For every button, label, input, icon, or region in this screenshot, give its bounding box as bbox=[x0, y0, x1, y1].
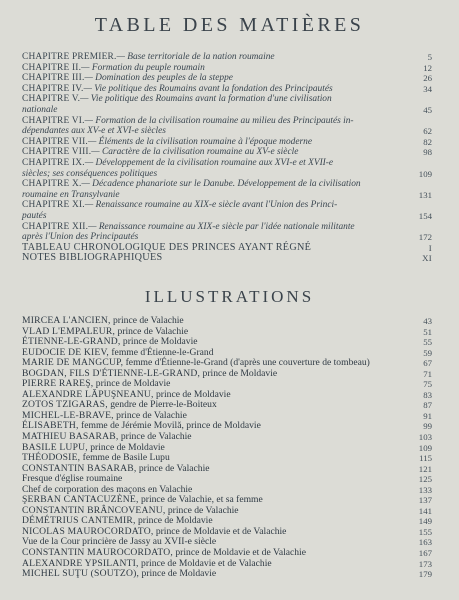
illustration-name: ALEXANDRE LĂPUŞNEANU, bbox=[22, 388, 154, 400]
toc-entry bbox=[22, 222, 432, 243]
toc-entry-text bbox=[22, 52, 432, 63]
page-number: 43 bbox=[423, 316, 432, 326]
illustration-description: prince de Moldavie bbox=[139, 568, 217, 580]
page-number: 155 bbox=[418, 526, 432, 537]
page-number: 82 bbox=[423, 136, 432, 147]
toc-entry-text bbox=[22, 253, 432, 264]
illustration-name: VLAD L'EMPALEUR, bbox=[22, 325, 116, 337]
toc-entry bbox=[22, 137, 432, 148]
page-number: XI bbox=[422, 253, 432, 264]
toc-entry bbox=[22, 84, 432, 95]
illustration-description: prince de Valachie bbox=[165, 504, 239, 516]
chapter-title: — Formation du peuple roumain bbox=[81, 62, 205, 73]
chapter-title: — Vie politique des Roumains avant la formation d'une civilisation bbox=[80, 94, 332, 105]
illustration-description: prince de Valachie bbox=[118, 431, 192, 443]
illustration-description: prince de Moldavie et de Valachie bbox=[138, 557, 272, 569]
page-number: 109 bbox=[418, 442, 432, 453]
chapter-title: — Vie politique des Roumains avant la fondation des Principautés bbox=[83, 83, 333, 94]
chapter-number: CHAPITRE PREMIER. bbox=[22, 52, 117, 62]
section-title: TABLEAU CHRONOLOGIQUE DES PRINCES AYANT RÉGNÉ bbox=[22, 241, 312, 253]
illustration-description: Vue de la Cour princière de Jassy au XVII-e siècle bbox=[22, 536, 217, 548]
page-number: 51 bbox=[423, 326, 432, 337]
illustration-description: femme d'Étienne-le-Grand bbox=[108, 346, 214, 358]
illustration-name: ZOTOS TZIGARAS, bbox=[22, 399, 108, 411]
page-number: 109 bbox=[418, 168, 432, 179]
page-number: 173 bbox=[418, 558, 432, 569]
illustration-name: MATHIEU BASARAB, bbox=[22, 431, 119, 443]
page-number: 75 bbox=[423, 379, 432, 390]
toc-entry bbox=[22, 116, 432, 137]
illustration-description: prince de Valachie, et sa femme bbox=[138, 494, 263, 506]
page-number: 172 bbox=[418, 232, 432, 243]
page-number: 91 bbox=[423, 410, 432, 421]
toc-entry bbox=[22, 73, 432, 84]
toc-entry bbox=[22, 179, 432, 200]
toc-entry bbox=[22, 200, 432, 221]
page-number: 67 bbox=[423, 358, 432, 369]
chapter-title-continued: siècles; ses conséquences politiques bbox=[22, 168, 158, 179]
page-number: 83 bbox=[423, 389, 432, 400]
toc-entry-text bbox=[22, 94, 432, 115]
illustration-name: MARIE DE MANGCUP, bbox=[22, 357, 124, 369]
illustration-name: BOGDAN, FILS D'ÉTIENNE-LE-GRAND, bbox=[22, 367, 201, 379]
page-number: 179 bbox=[418, 569, 432, 580]
chapter-number: CHAPITRE VII. bbox=[22, 136, 88, 147]
page-number: 131 bbox=[418, 189, 432, 200]
illustration-name: CONSTANTIN MAUROCORDATO, bbox=[22, 547, 173, 559]
illustration-description: femme d'Étienne-le-Grand (d'après une couverture de tombeau) bbox=[123, 357, 370, 369]
illustration-name: MICHEL-LE-BRAVE, bbox=[22, 409, 114, 421]
toc-entry-text bbox=[22, 158, 432, 179]
page-number: 98 bbox=[423, 147, 432, 158]
illustration-name: ÉTIENNE-LE-GRAND, bbox=[22, 336, 121, 348]
chapter-number: CHAPITRE II. bbox=[22, 62, 82, 73]
illustration-name: MIRCEA L'ANCIEN, bbox=[22, 315, 111, 326]
toc-entry-text bbox=[22, 200, 432, 221]
chapter-title-continued: dépendantes aux XV-e et XVI-e siècles bbox=[22, 126, 166, 137]
chapter-title-continued: pautés bbox=[22, 210, 47, 221]
illustration-description: prince de Moldavie bbox=[153, 388, 231, 400]
toc-entry bbox=[22, 52, 432, 63]
chapter-title: — Décadence phanariote sur le Danube. Développement de la civilisation bbox=[81, 179, 361, 190]
chapter-title: — Renaissance roumaine au XIX-e siècle avant l'Union des Princi- bbox=[84, 200, 338, 211]
page-number: 167 bbox=[418, 548, 432, 559]
page-number: 115 bbox=[419, 453, 432, 464]
illustration-description: prince de Valachie bbox=[113, 409, 187, 421]
chapter-number: CHAPITRE IV. bbox=[22, 83, 84, 94]
illustration-description: femme de Basile Lupu bbox=[80, 452, 170, 464]
page-number: I bbox=[428, 242, 432, 253]
illustration-description: prince de Moldavie et de Valachie bbox=[153, 525, 287, 537]
illustration-description: prince de Moldavie bbox=[93, 378, 171, 390]
chapter-number: CHAPITRE VIII. bbox=[22, 147, 92, 158]
toc-entry-text bbox=[22, 179, 432, 200]
illustration-description: Fresque d'église roumaine bbox=[22, 473, 123, 485]
chapter-number: CHAPITRE X. bbox=[22, 179, 82, 190]
toc-entry bbox=[22, 147, 432, 158]
chapter-title: — Formation de la civilisation roumaine au milieu des Principautés in- bbox=[84, 115, 354, 126]
chapter-title: — Éléments de la civilisation roumaine à l'époque moderne bbox=[87, 136, 312, 147]
illustration-description: Chef de corporation des maçons en Valachie bbox=[22, 483, 193, 495]
illustration-name: CONSTANTIN BASARAB, bbox=[22, 462, 137, 474]
chapter-number: CHAPITRE XI. bbox=[22, 200, 85, 211]
chapter-number: CHAPITRE III. bbox=[22, 73, 85, 84]
page-number: 26 bbox=[423, 73, 432, 84]
toc-entry bbox=[22, 94, 432, 115]
chapter-number: CHAPITRE VI. bbox=[22, 115, 85, 126]
toc-entry-text bbox=[22, 63, 432, 74]
page-number: 133 bbox=[418, 484, 432, 495]
chapter-title: — Base territoriale de la nation roumaine bbox=[116, 52, 275, 62]
illustration-description: femme de Jérémie Movilă, prince de Moldavie bbox=[78, 420, 261, 432]
chapter-number: CHAPITRE XII. bbox=[22, 221, 89, 232]
illustration-description: prince de Moldavie bbox=[87, 441, 165, 453]
chapter-title-continued: après l'Union des Principautés bbox=[22, 232, 139, 243]
illustrations-list bbox=[22, 316, 432, 580]
page-number: 87 bbox=[423, 400, 432, 411]
page-number: 149 bbox=[418, 516, 432, 527]
illustration-description: prince de Moldavie bbox=[200, 367, 278, 379]
chapter-title-continued: roumaine en Transylvanie bbox=[22, 189, 120, 200]
page-number: 34 bbox=[423, 83, 432, 94]
illustration-name: ALEXANDRE YPSILANTI, bbox=[22, 557, 139, 569]
illustration-name: ŞERBAN CANTACUZÈNE, bbox=[22, 494, 139, 506]
page-number: 103 bbox=[418, 432, 432, 443]
page-number: 62 bbox=[423, 126, 432, 137]
toc-entry-text bbox=[22, 84, 432, 95]
page-number: 59 bbox=[423, 347, 432, 358]
table-of-contents bbox=[22, 52, 432, 264]
page-number: 71 bbox=[423, 368, 432, 379]
illustration-description: prince de Valachie bbox=[115, 325, 189, 337]
toc-entry-text bbox=[22, 137, 432, 148]
page-number: 163 bbox=[418, 537, 432, 548]
page-number: 5 bbox=[427, 52, 432, 62]
chapter-number: CHAPITRE IX. bbox=[22, 157, 85, 168]
page-number: 125 bbox=[418, 474, 432, 485]
illustration-description: prince de Moldavie bbox=[120, 336, 198, 348]
toc-entry bbox=[22, 253, 432, 264]
illustration-text bbox=[22, 569, 432, 580]
toc-entry-text bbox=[22, 116, 432, 137]
illustration-name: CONSTANTIN BRÂNCOVEANU, bbox=[22, 504, 166, 516]
illustration-name: BASILE LUPU, bbox=[22, 441, 88, 453]
chapter-title-continued: nationale bbox=[22, 104, 58, 115]
page-number: 141 bbox=[418, 505, 432, 516]
illustration-description: prince de Moldavie et de Valachie bbox=[172, 547, 306, 559]
toc-entry-text bbox=[22, 147, 432, 158]
page-number: 45 bbox=[423, 104, 432, 115]
page-number: 12 bbox=[423, 62, 432, 73]
page-number: 121 bbox=[418, 463, 432, 474]
illustration-description: gendre de Pierre-le-Boiteux bbox=[107, 399, 217, 411]
page-title: TABLE DES MATIÈRES bbox=[94, 14, 365, 36]
chapter-title: — Renaissance roumaine au XIX-e siècle par l'idée nationale militante bbox=[88, 221, 355, 232]
illustration-name: NICOLAS MAUROCORDATO, bbox=[22, 525, 154, 537]
chapter-title: — Domination des peuples de la steppe bbox=[84, 73, 233, 84]
illustration-description: prince de Valachie bbox=[110, 315, 184, 326]
illustration-name: ÉLISABETH, bbox=[22, 420, 79, 432]
illustration-description: prince de Valachie bbox=[136, 462, 210, 474]
illustration-description: prince de Moldavie bbox=[135, 515, 213, 527]
illustration-name: THÉODOSIE, bbox=[22, 452, 81, 464]
toc-entry-text bbox=[22, 222, 432, 243]
illustrations-heading: ILLUSTRATIONS bbox=[144, 287, 315, 306]
page-number: 137 bbox=[418, 495, 432, 506]
toc-entry-text bbox=[22, 73, 432, 84]
page-number: 55 bbox=[423, 337, 432, 348]
toc-entry bbox=[22, 158, 432, 179]
illustration-entry bbox=[22, 569, 432, 580]
chapter-number: CHAPITRE V. bbox=[22, 94, 81, 105]
illustration-name: PIERRE RAREŞ, bbox=[22, 378, 94, 390]
chapter-title: — Caractère de la civilisation roumaine au XV-e siècle bbox=[91, 147, 299, 158]
chapter-title: — Développement de la civilisation roumaine aux XVI-e et XVII-e bbox=[84, 157, 334, 168]
page-number: 99 bbox=[423, 421, 432, 432]
illustration-name: EUDOCIE DE KIEV, bbox=[22, 346, 109, 358]
illustration-name: DÉMÉTRIUS CANTEMIR, bbox=[22, 515, 136, 527]
toc-entry bbox=[22, 63, 432, 74]
illustration-name: MICHEL SUŢU (SOUTZO), bbox=[22, 568, 140, 580]
page-number: 154 bbox=[418, 210, 432, 221]
section-title: NOTES BIBLIOGRAPHIQUES bbox=[22, 252, 163, 264]
